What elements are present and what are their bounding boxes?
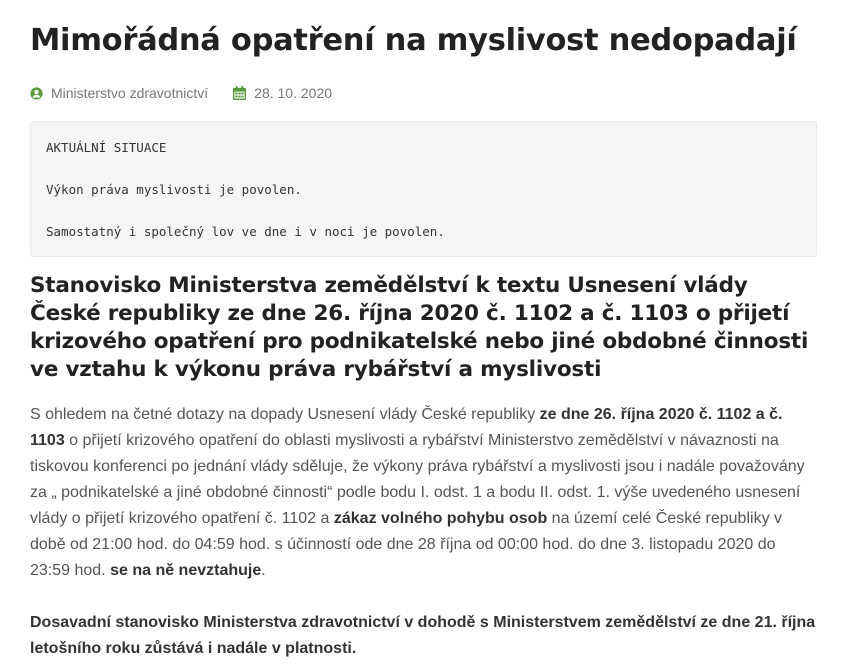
text-segment: S ohledem na četné dotazy na dopady Usnesení vlády České republiky <box>30 406 540 423</box>
author-info <box>30 85 208 101</box>
user-circle-icon <box>30 87 43 100</box>
text-segment: . <box>261 562 266 579</box>
text-segment: na území celé České republiky v době od 21:00 hod. do 04:59 hod. s účinností ode dne 28 října od 00:00 hod. do dne 3. listopadu 2020 do 23:59 hod. <box>30 510 783 579</box>
article-meta <box>30 83 817 103</box>
notice-line-hunt-times: Samostatný i společný lov ve dne i v noci je povolen. <box>46 224 445 239</box>
bold-segment: ze dne 26. října 2020 č. 1102 a č. 1103 <box>30 406 783 449</box>
bold-segment: zákaz volného pohybu osob <box>333 510 548 527</box>
notice-heading: AKTUÁLNÍ SITUACE <box>46 140 167 155</box>
article-title: Mimořádná opatření na myslivost nedopadají <box>30 23 797 58</box>
validity-paragraph: Dosavadní stanovisko Ministerstva zdravotnictví v dohodě s Ministerstvem zemědělství ze dne 21. října letošního roku zůstává i nadále v platnosti. <box>30 614 816 657</box>
calendar-icon <box>233 86 246 100</box>
article-author[interactable]: Ministerstvo zdravotnictví <box>51 85 209 101</box>
text-segment: o přijetí krizového opatření do oblasti myslivosti a rybářství Ministerstvo zemědělství v návaznosti na tiskovou konferenci po jednání vlády sděluje, že výkony práva rybářství a myslivosti jsou i nadále považovány za „ podnikatelské a jiné obdobné činnosti“ podle bodu I. odst. 1 a bodu II. odst. 1. výše uvedeného usnesení vlády o přijetí krizového opatření č. 1102 a <box>30 432 805 527</box>
section-heading: Stanovisko Ministerstva zemědělství k textu Usnesení vlády České republiky ze dne 26. října 2020 č. 1102 a č. 1103 o přijetí krizového opatření pro podnikatelské nebo jiné obdobné činnosti ve vztahu k výkonu práva rybářství a myslivosti <box>30 273 809 382</box>
situation-notice <box>30 121 817 257</box>
notice-line-hunting: Výkon práva myslivosti je povolen. <box>46 182 302 197</box>
date-info <box>233 85 332 101</box>
article-date: 28. 10. 2020 <box>254 85 333 101</box>
bold-segment: se na ně nevztahuje <box>110 562 262 579</box>
statement-paragraph <box>30 402 817 584</box>
